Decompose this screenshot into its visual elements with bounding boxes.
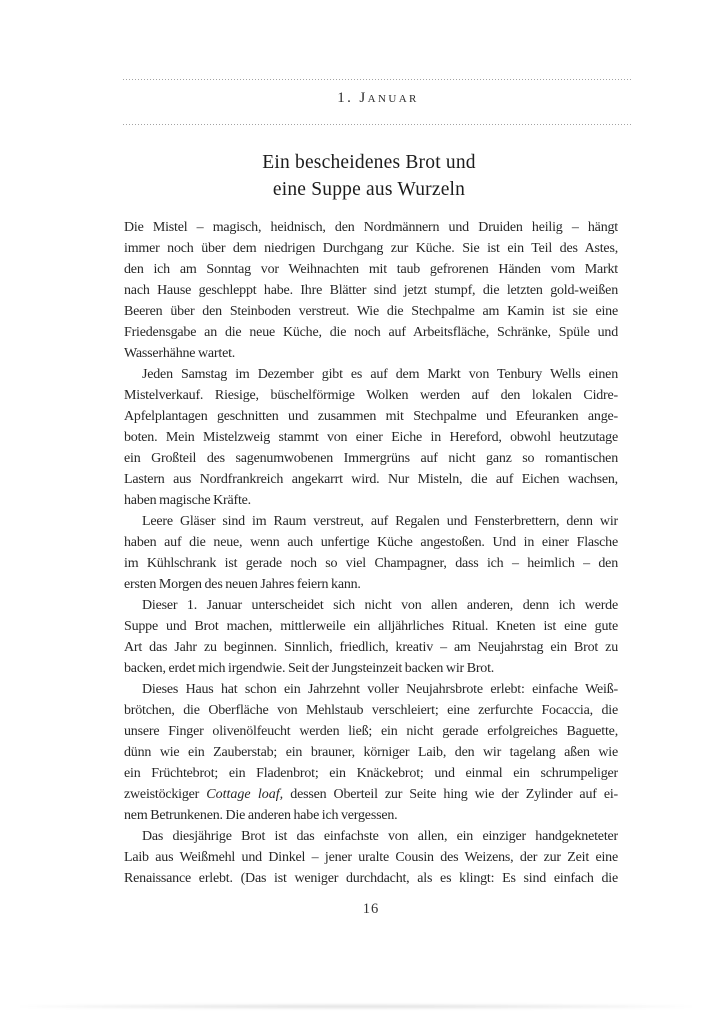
chapter-title-line-1: Ein bescheidenes Brot und — [262, 152, 476, 173]
text-line: ein Großteil des sagenumwobenen Immergrüns auf nicht ganz so romantischen — [124, 451, 618, 466]
text-line: dünn wie ein Zauberstab; ein brauner, körniger Laib, den wir tagelang aßen wie — [124, 745, 618, 760]
chapter-title-line-2: eine Suppe aus Wurzeln — [272, 179, 466, 200]
text-line: Mistelverkauf. Riesige, büschelförmige Wolken werden auf den lokalen Cidre- — [124, 388, 618, 403]
text-line: haben auf die neue, wenn auch unfertige Küche angestoßen. Und in einer Flasche — [124, 535, 618, 550]
text-line: Jeden Samstag im Dezember gibt es auf dem Markt von Tenbury Wells einen — [142, 367, 618, 382]
text-line: Laib aus Weißmehl und Dinkel – jener uralte Cousin des Weizens, der zur Zeit eine — [124, 850, 618, 865]
running-header-rule-top — [123, 79, 633, 80]
text-line: immer noch über dem niedrigen Durchgang zur Küche. Sie ist ein Teil des Astes, — [124, 241, 618, 256]
text-line: Dieser 1. Januar unterscheidet sich nicht von allen anderen, denn ich werde — [142, 598, 618, 613]
text-line: Beeren über den Steinboden verstreut. Wie die Stechpalme am Kamin ist sie eine — [124, 304, 618, 319]
page-edge-shadow — [18, 1004, 694, 1009]
text-segment: dessen Oberteil zur Seite hing wie der Zylinder auf ei- — [283, 787, 618, 802]
text-line: Apfelplantagen geschnitten und zusammen mit Stechpalme und Efeuranken ange- — [124, 409, 618, 424]
text-line: Lastern aus Nordfrankreich angekarrt wird. Nur Misteln, die auf Eichen wachsen, — [124, 472, 618, 487]
text-line: Das diesjährige Brot ist das einfachste von allen, ein einziger handgekneteter — [142, 829, 618, 844]
running-header-rule-bottom — [123, 124, 633, 125]
text-line: den ich am Sonntag vor Weihnachten mit taub gefrorenen Händen vom Markt — [124, 262, 618, 277]
text-line: Renaissance erlebt. (Das ist weniger durchdacht, als es klingt: Es sind einfach die — [124, 871, 618, 886]
text-line: ersten Morgen des neuen Jahres feiern kann. — [124, 577, 361, 592]
text-line: nem Betrunkenen. Die anderen habe ich vergessen. — [124, 808, 398, 823]
text-line: Die Mistel – magisch, heidnisch, den Nordmännern und Druiden heilig – hängt — [124, 220, 618, 235]
text-line: Dieses Haus hat schon ein Jahrzehnt voller Neujahrsbrote erlebt: einfache Weiß- — [142, 682, 618, 697]
text-line: Wasserhähne wartet. — [124, 346, 236, 361]
text-line: brötchen, die Oberfläche von Mehlstaub verschleiert; eine zerfurchte Focaccia, die — [124, 703, 618, 718]
chapter-title — [114, 149, 624, 203]
body-text — [124, 217, 618, 889]
text-line: Leere Gläser sind im Raum verstreut, auf Regalen und Fensterbrettern, denn wir — [142, 514, 618, 529]
text-line: ein Früchtebrot; ein Fladenbrot; ein Knäckebrot; und einmal ein schrumpeliger — [124, 766, 618, 781]
text-line: unsere Finger olivenölfeucht werden ließ; ein nicht gerade erfolgreiches Baguette, — [124, 724, 618, 739]
text-line: im Kühlschrank ist gerade noch so viel Champagner, dass ich – heimlich – den — [124, 556, 618, 571]
running-header: 1. Januar — [337, 90, 419, 106]
text-segment: zweistöckiger — [124, 787, 207, 802]
text-line: Suppe und Brot machen, mittlerweile ein alljährliches Ritual. Kneten ist eine gute — [124, 619, 618, 634]
text-line: nach Hause geschleppt habe. Ihre Blätter sind jetzt stumpf, die letzten gold-weißen — [124, 283, 618, 298]
italic-phrase: Cottage loaf, — [206, 787, 284, 802]
text-line — [124, 784, 618, 805]
text-line: haben magische Kräfte. — [124, 493, 251, 508]
text-line: backen, erdet mich irgendwie. Seit der Jungsteinzeit backen wir Brot. — [124, 661, 495, 676]
page-number: 16 — [362, 901, 380, 917]
text-line: boten. Mein Mistelzweig stammt von einer Eiche in Hereford, obwohl heutzutage — [124, 430, 618, 445]
text-line: Friedensgabe an die neue Küche, die noch auf Arbeitsfläche, Schränke, Spüle und — [124, 325, 618, 340]
text-line: Art das Jahr zu beginnen. Sinnlich, friedlich, kreativ – am Neujahrstag ein Brot zu — [124, 640, 618, 655]
